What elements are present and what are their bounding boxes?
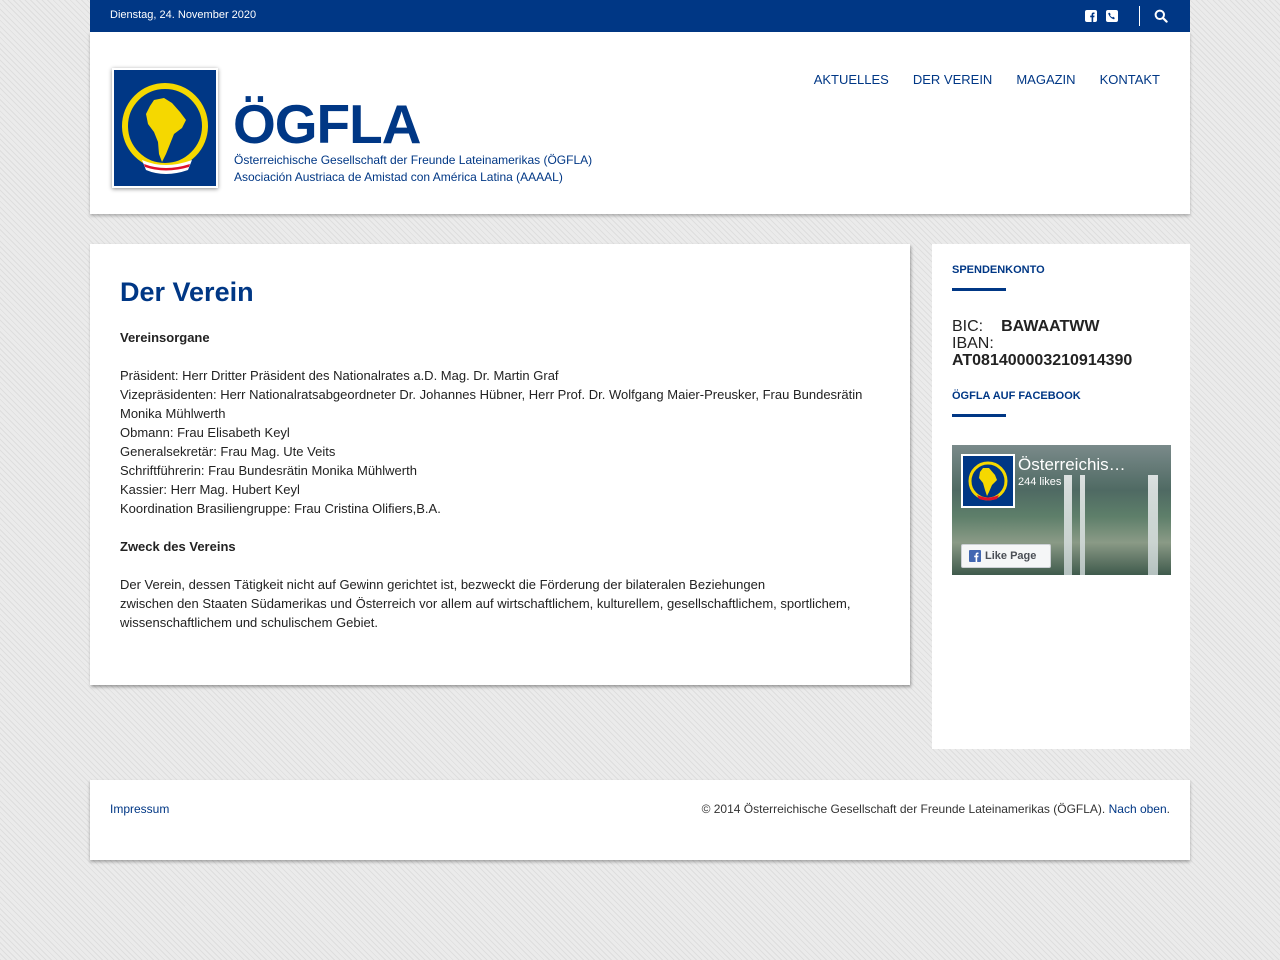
like-button-label: Like Page <box>985 550 1037 562</box>
purpose-line-1: Der Verein, dessen Tätigkeit nicht auf Gewinn gerichtet ist, bezweckt die Förderung der bilateralen Beziehungen <box>120 577 766 592</box>
brand-subtitle <box>234 152 592 186</box>
top-bar-icons <box>1085 0 1190 32</box>
facebook-like-button[interactable] <box>961 544 1051 568</box>
brand-subtitle-spanish: Asociación Austriaca de Amistad con América Latina (AAAAL) <box>234 170 563 184</box>
site-header <box>90 32 1190 214</box>
facebook-widget <box>952 390 1081 417</box>
member-line: Vizepräsidenten: Herr Nationalratsabgeordneter Dr. Johannes Hübner, Herr Prof. Dr. Wolfgang Maier-Preusker, Frau Bundesrätin Monika Mühlwerth <box>120 387 863 421</box>
purpose-line-2: zwischen den Staaten Südamerikas und Österreich vor allem auf wirtschaftlichem, kulturellem, gesellschaftlichem, sportlichem, wissenschaftlichem und schulischem Gebiet. <box>120 596 851 630</box>
search-icon[interactable] <box>1154 9 1168 23</box>
main-nav <box>790 72 1160 87</box>
heading-underline <box>952 414 1006 417</box>
section-heading-vereinsorgane: Vereinsorgane <box>120 330 210 345</box>
current-date: Dienstag, 24. November 2020 <box>110 9 257 21</box>
member-line: Schriftführerin: Frau Bundesrätin Monika Mühlwerth <box>120 463 417 478</box>
phone-icon[interactable] <box>1106 10 1118 22</box>
facebook-likes-count: 244 likes <box>1018 476 1062 488</box>
logo-emblem-icon <box>963 456 1013 506</box>
donation-widget <box>952 264 1045 291</box>
bic-label: BIC: <box>952 318 984 335</box>
member-line: Präsident: Herr Dritter Präsident des Nationalrates a.D. Mag. Dr. Martin Graf <box>120 368 559 383</box>
copyright: © 2014 Österreichische Gesellschaft der Freunde Lateinamerikas (ÖGFLA). Nach oben. <box>701 802 1170 816</box>
iban-value: AT081400003210914390 <box>952 352 1133 369</box>
facebook-page-avatar[interactable] <box>961 454 1015 508</box>
facebook-page-plugin[interactable] <box>952 445 1171 575</box>
section-heading-zweck: Zweck des Vereins <box>120 539 236 554</box>
page-title: Der Verein <box>120 277 254 307</box>
nav-magazin[interactable]: MAGAZIN <box>1016 72 1076 87</box>
facebook-icon[interactable] <box>1085 10 1097 22</box>
logo-emblem-icon <box>114 70 216 186</box>
main-content <box>90 244 910 685</box>
facebook-heading: ÖGFLA AUF FACEBOOK <box>952 390 1081 402</box>
copyright-text: © 2014 Österreichische Gesellschaft der Freunde Lateinamerikas (ÖGFLA). <box>701 802 1106 816</box>
member-line: Kassier: Herr Mag. Hubert Keyl <box>120 482 300 497</box>
bic-value: BAWAATWW <box>1001 318 1100 335</box>
facebook-page-name[interactable]: Österreichis… <box>1018 455 1126 474</box>
nav-aktuelles[interactable]: AKTUELLES <box>813 72 889 87</box>
facebook-icon <box>969 550 981 562</box>
member-line: Obmann: Frau Elisabeth Keyl <box>120 425 290 440</box>
brand-name[interactable]: ÖGFLA <box>233 93 421 155</box>
donation-heading: SPENDENKONTO <box>952 264 1045 276</box>
member-line: Generalsekretär: Frau Mag. Ute Veits <box>120 444 336 459</box>
impressum-link[interactable]: Impressum <box>110 802 170 816</box>
brand-subtitle-german: Österreichische Gesellschaft der Freunde Lateinamerikas (ÖGFLA) <box>234 153 593 167</box>
back-to-top-link[interactable]: Nach oben <box>1108 802 1167 816</box>
top-bar <box>90 0 1190 32</box>
site-footer <box>90 780 1190 860</box>
heading-underline <box>952 288 1006 291</box>
nav-der-verein[interactable]: DER VEREIN <box>912 72 993 87</box>
iban-label: IBAN: <box>952 335 994 352</box>
bank-details <box>952 318 1182 369</box>
separator <box>1139 6 1140 26</box>
sidebar <box>932 244 1190 749</box>
member-line: Koordination Brasiliengruppe: Frau Cristina Olifiers,B.A. <box>120 501 441 516</box>
logo[interactable] <box>112 68 218 188</box>
nav-kontakt[interactable]: KONTAKT <box>1099 72 1160 87</box>
